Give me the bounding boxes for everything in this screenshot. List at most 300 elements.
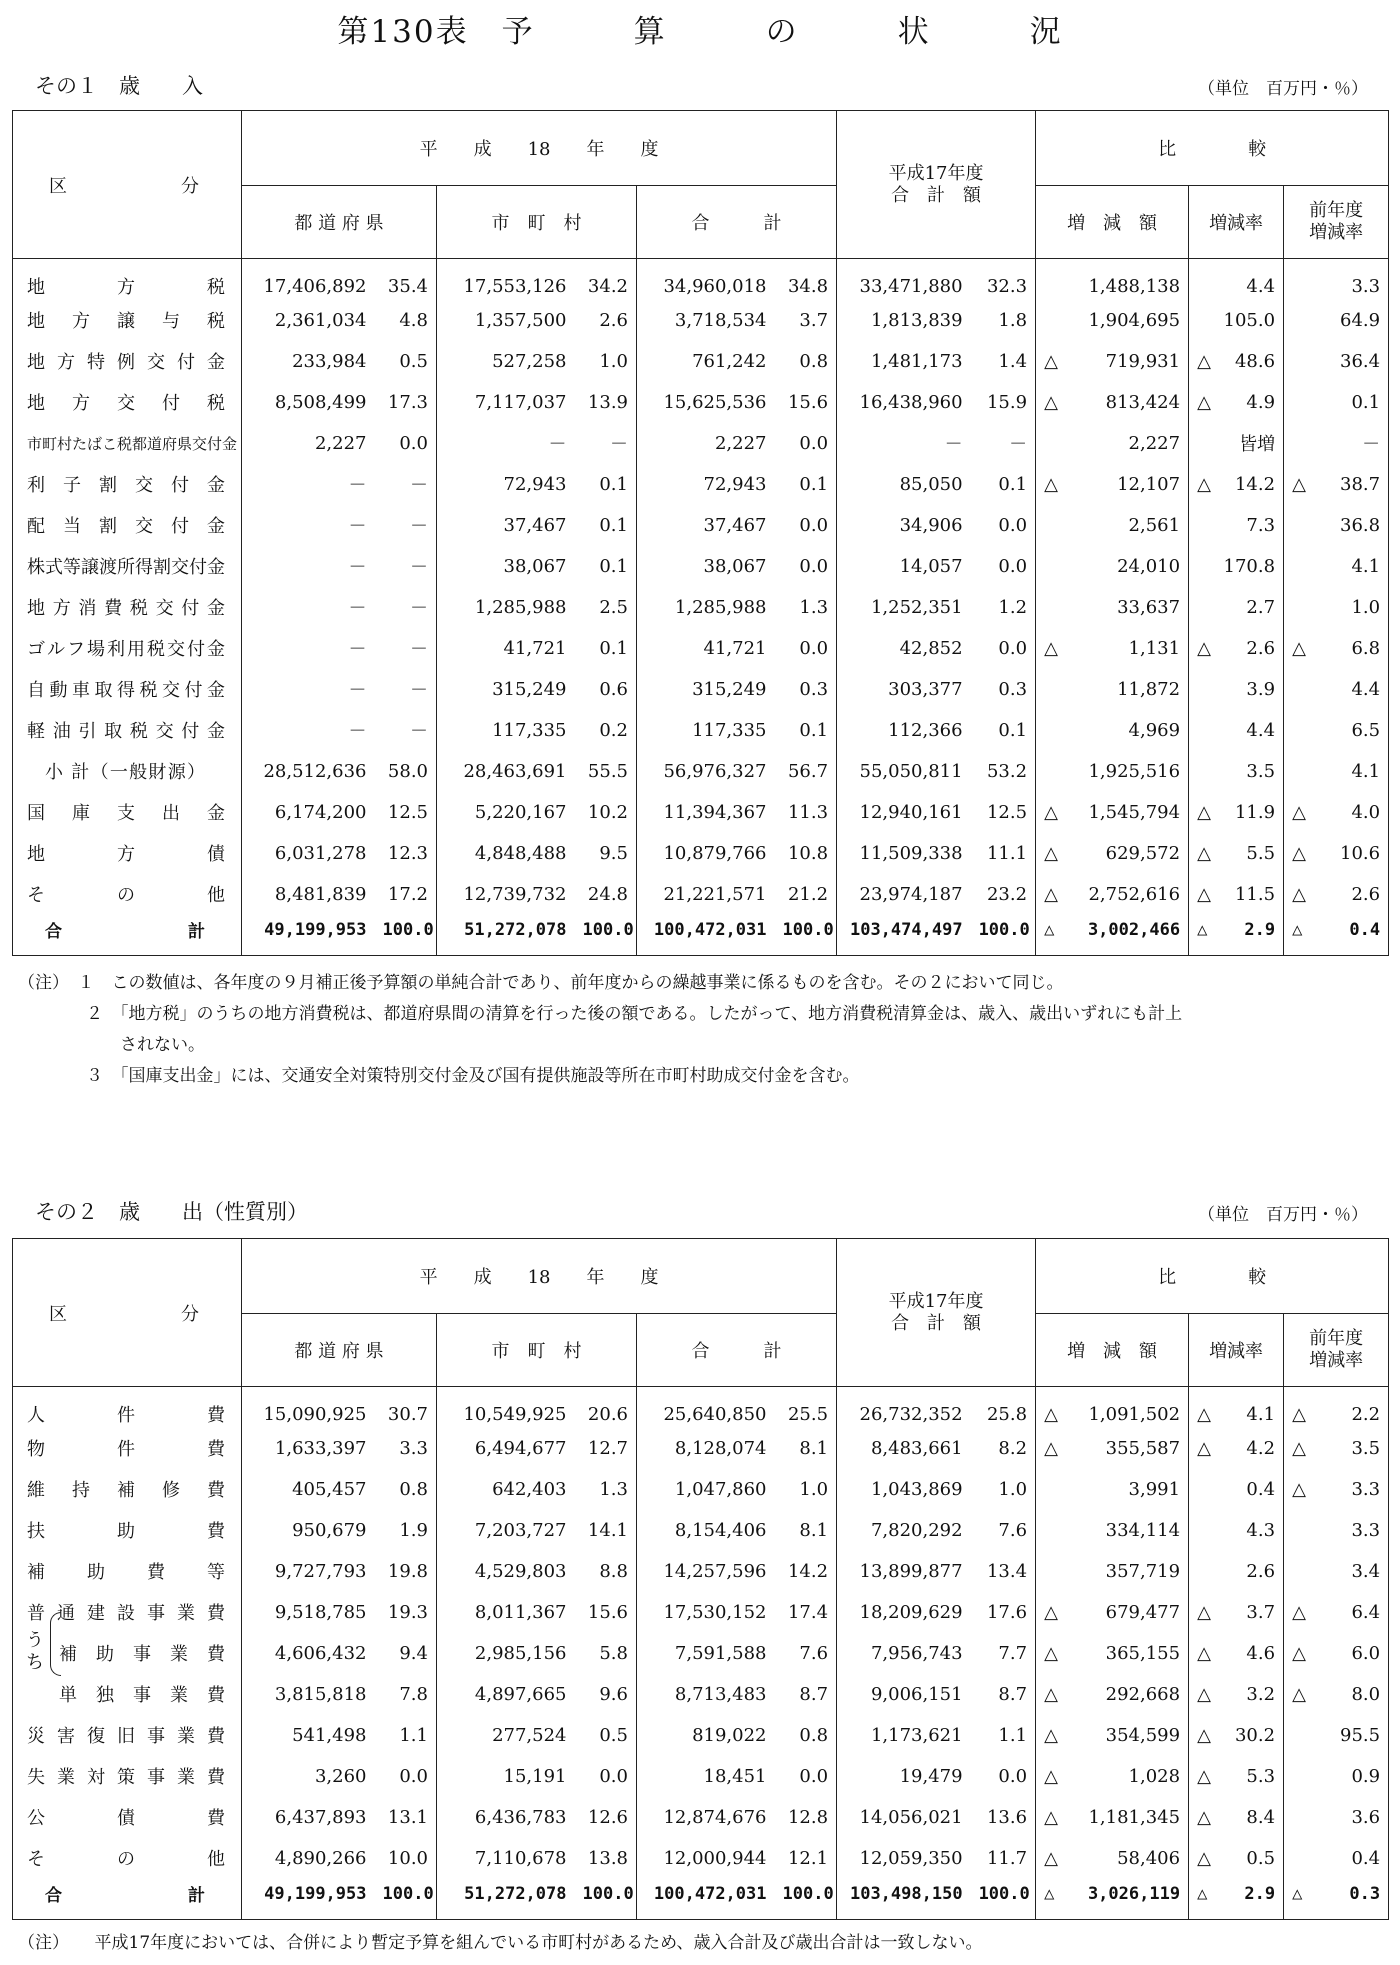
prev-rate-value: 4.1 bbox=[1351, 760, 1381, 782]
cell-ratio: 14.2 bbox=[775, 1551, 837, 1592]
cell-diff bbox=[1036, 1592, 1189, 1633]
diff-value: 4,969 bbox=[1128, 719, 1181, 741]
rate-value: 11.9 bbox=[1234, 801, 1276, 823]
cell-ratio: 34.8 bbox=[775, 259, 837, 300]
cell-rate bbox=[1189, 1551, 1284, 1592]
negative-mark: △ bbox=[1044, 637, 1058, 659]
cell-ratio: 12.3 bbox=[375, 833, 437, 874]
cell-diff bbox=[1036, 341, 1189, 382]
prev-rate-value: 0.3 bbox=[1349, 1883, 1381, 1904]
row-label: 地 方 交 付 税 bbox=[13, 382, 242, 423]
row-label: 地 方 譲 与 税 bbox=[13, 300, 242, 341]
cell-amount: 4,529,803 bbox=[474, 1560, 567, 1582]
cell-ratio: 1.2 bbox=[971, 587, 1036, 628]
cell-ratio: 7.7 bbox=[971, 1633, 1036, 1674]
cell-amount: 19,479 bbox=[899, 1765, 963, 1787]
cell-ratio: 19.8 bbox=[375, 1551, 437, 1592]
diff-value: 11,872 bbox=[1117, 678, 1181, 700]
cell-amount: 18,451 bbox=[703, 1765, 767, 1787]
rate-value: 14.2 bbox=[1234, 473, 1276, 495]
diff-value: 355,587 bbox=[1105, 1437, 1181, 1459]
cell-amount: 2,985,156 bbox=[474, 1642, 567, 1664]
unit-label-revenue: （単位 百万円・％） bbox=[1198, 79, 1368, 99]
cell-ratio: 0.1 bbox=[971, 710, 1036, 751]
cell-diff bbox=[1036, 1428, 1189, 1469]
prev-rate-value: 6.5 bbox=[1351, 719, 1381, 741]
negative-mark: △ bbox=[1197, 919, 1208, 940]
prev-rate-value: 0.9 bbox=[1351, 1765, 1381, 1787]
rate-value: 4.1 bbox=[1246, 1403, 1276, 1425]
negative-mark: △ bbox=[1044, 473, 1058, 495]
cell-diff bbox=[1036, 751, 1189, 792]
cell-ratio: 11.7 bbox=[971, 1838, 1036, 1879]
table-row bbox=[13, 874, 1389, 915]
cell-ratio: 1.0 bbox=[775, 1469, 837, 1510]
table-row bbox=[13, 1428, 1389, 1469]
negative-mark: △ bbox=[1292, 1883, 1303, 1904]
cell-amount: 34,960,018 bbox=[663, 275, 767, 297]
cell-ratio: 5.8 bbox=[575, 1633, 637, 1674]
cell-ratio: 55.5 bbox=[575, 751, 637, 792]
header-shichoson: 市 町 村 bbox=[437, 186, 637, 259]
expenditure-notes bbox=[18, 1928, 982, 1959]
negative-mark: △ bbox=[1197, 1437, 1211, 1459]
cell-amount: 1,357,500 bbox=[474, 309, 567, 331]
cell-amount: 11,394,367 bbox=[663, 801, 767, 823]
cell-amount: 49,199,953 bbox=[242, 1879, 375, 1920]
negative-mark: △ bbox=[1292, 1478, 1306, 1500]
cell-amount: 10,879,766 bbox=[663, 842, 767, 864]
cell-amount: 527,258 bbox=[492, 350, 567, 372]
rate-value: 4.2 bbox=[1246, 1437, 1276, 1459]
table-row bbox=[13, 1592, 1389, 1633]
table-row bbox=[13, 1715, 1389, 1756]
cell-ratio: 1.1 bbox=[375, 1715, 437, 1756]
cell-ratio: 10.2 bbox=[575, 792, 637, 833]
cell-prev-rate bbox=[1284, 546, 1389, 587]
cell-ratio: 15.6 bbox=[575, 1592, 637, 1633]
cell-rate bbox=[1189, 505, 1284, 546]
cell-amount: 819,022 bbox=[692, 1724, 767, 1746]
cell-amount: 41,721 bbox=[503, 637, 567, 659]
negative-mark: △ bbox=[1044, 1403, 1058, 1425]
cell-amount: 303,377 bbox=[888, 678, 963, 700]
negative-mark: △ bbox=[1044, 919, 1055, 940]
negative-mark: △ bbox=[1197, 1883, 1208, 1904]
diff-value: 679,477 bbox=[1105, 1601, 1181, 1623]
cell-amount: － bbox=[944, 434, 963, 455]
cell-prev-rate bbox=[1284, 259, 1389, 300]
cell-rate bbox=[1189, 792, 1284, 833]
diff-value: 3,026,119 bbox=[1087, 1883, 1181, 1904]
cell-amount: 315,249 bbox=[692, 678, 767, 700]
cell-ratio: 14.1 bbox=[575, 1510, 637, 1551]
table-row bbox=[13, 1879, 1389, 1920]
negative-mark: △ bbox=[1292, 1403, 1306, 1425]
diff-value: 2,561 bbox=[1128, 514, 1181, 536]
cell-rate bbox=[1189, 628, 1284, 669]
cell-ratio: 0.0 bbox=[775, 1756, 837, 1797]
cell-amount: 4,606,432 bbox=[274, 1642, 367, 1664]
cell-rate bbox=[1189, 1879, 1284, 1920]
cell-ratio: 0.3 bbox=[775, 669, 837, 710]
negative-mark: △ bbox=[1044, 1883, 1055, 1904]
cell-amount: 25,640,850 bbox=[663, 1403, 767, 1425]
diff-value: 1,091,502 bbox=[1088, 1403, 1181, 1425]
prev-rate-value: 64.9 bbox=[1340, 309, 1381, 331]
negative-mark: △ bbox=[1292, 473, 1306, 495]
negative-mark: △ bbox=[1197, 637, 1211, 659]
rate-value: 5.5 bbox=[1246, 842, 1276, 864]
header-h17: 平成17年度 合 計 額 bbox=[837, 1239, 1036, 1387]
cell-prev-rate bbox=[1284, 1592, 1389, 1633]
table-row bbox=[13, 259, 1389, 300]
rate-value: 48.6 bbox=[1234, 350, 1276, 372]
cell-ratio: 11.3 bbox=[775, 792, 837, 833]
cell-amount: － bbox=[348, 721, 367, 742]
note-line: ２ 「地方税」のうちの地方消費税は、都道府県間の清算を行った後の額である。したがって、地方消費税清算金は、歳入、歳出いずれにも計上 bbox=[18, 1004, 1183, 1024]
negative-mark: △ bbox=[1292, 1437, 1306, 1459]
cell-ratio: 17.2 bbox=[375, 874, 437, 915]
cell-amount: － bbox=[348, 639, 367, 660]
revenue-table bbox=[12, 110, 1389, 956]
cell-ratio: 100.0 bbox=[575, 1879, 637, 1920]
cell-amount: 13,899,877 bbox=[859, 1560, 963, 1582]
negative-mark: △ bbox=[1292, 1642, 1306, 1664]
cell-amount: 1,043,869 bbox=[870, 1478, 963, 1500]
cell-ratio: 53.2 bbox=[971, 751, 1036, 792]
cell-ratio: 0.1 bbox=[575, 464, 637, 505]
diff-value: 2,752,616 bbox=[1088, 883, 1181, 905]
rate-value: 4.3 bbox=[1246, 1519, 1276, 1541]
cell-rate bbox=[1189, 341, 1284, 382]
cell-prev-rate bbox=[1284, 1469, 1389, 1510]
header-zennendo: 前年度 増減率 bbox=[1284, 1314, 1389, 1387]
row-label: 維 持 補 修 費 bbox=[13, 1469, 242, 1510]
negative-mark: △ bbox=[1197, 350, 1211, 372]
cell-amount: 7,110,678 bbox=[474, 1847, 567, 1869]
cell-ratio: 0.1 bbox=[575, 505, 637, 546]
cell-amount: 17,530,152 bbox=[663, 1601, 767, 1623]
cell-amount: 103,498,150 bbox=[837, 1879, 971, 1920]
row-label: 軽油引取税交付金 bbox=[13, 710, 242, 751]
revenue-notes bbox=[18, 968, 1182, 1092]
cell-ratio: 0.1 bbox=[971, 464, 1036, 505]
cell-amount: 761,242 bbox=[692, 350, 767, 372]
prev-rate-value: － bbox=[1362, 434, 1381, 455]
cell-prev-rate bbox=[1284, 1510, 1389, 1551]
cell-amount: 405,457 bbox=[292, 1478, 367, 1500]
rate-value: 30.2 bbox=[1234, 1724, 1276, 1746]
negative-mark: △ bbox=[1292, 883, 1306, 905]
table-row bbox=[13, 833, 1389, 874]
cell-ratio: 100.0 bbox=[775, 915, 837, 956]
expenditure-table bbox=[12, 1238, 1389, 1920]
cell-rate bbox=[1189, 259, 1284, 300]
cell-rate bbox=[1189, 1838, 1284, 1879]
cell-rate bbox=[1189, 382, 1284, 423]
row-label: 合 計 bbox=[13, 915, 242, 956]
table-row bbox=[13, 1387, 1389, 1428]
prev-rate-value: 36.8 bbox=[1340, 514, 1381, 536]
header-gokei: 合 計 bbox=[637, 186, 837, 259]
cell-prev-rate bbox=[1284, 874, 1389, 915]
diff-value: 813,424 bbox=[1105, 391, 1181, 413]
negative-mark: △ bbox=[1197, 391, 1211, 413]
diff-value: 24,010 bbox=[1117, 555, 1181, 577]
cell-ratio: 12.6 bbox=[575, 1797, 637, 1838]
negative-mark: △ bbox=[1197, 1683, 1211, 1705]
cell-amount: 38,067 bbox=[503, 555, 567, 577]
cell-amount: 55,050,811 bbox=[859, 760, 963, 782]
cell-amount: 2,227 bbox=[314, 432, 367, 454]
negative-mark: △ bbox=[1197, 1765, 1211, 1787]
negative-mark: △ bbox=[1197, 1601, 1211, 1623]
section-heading-expenditure: その２ 歳 出（性質別） bbox=[35, 1200, 308, 1224]
cell-diff bbox=[1036, 300, 1189, 341]
cell-rate bbox=[1189, 751, 1284, 792]
cell-amount: 15,191 bbox=[503, 1765, 567, 1787]
cell-prev-rate bbox=[1284, 1428, 1389, 1469]
cell-ratio: 8.1 bbox=[775, 1510, 837, 1551]
negative-mark: △ bbox=[1044, 350, 1058, 372]
cell-ratio: 34.2 bbox=[575, 259, 637, 300]
cell-ratio: 0.5 bbox=[375, 341, 437, 382]
negative-mark: △ bbox=[1197, 1403, 1211, 1425]
cell-amount: 12,940,161 bbox=[859, 801, 963, 823]
cell-ratio: － bbox=[971, 423, 1036, 464]
cell-rate bbox=[1189, 546, 1284, 587]
cell-rate bbox=[1189, 1756, 1284, 1797]
diff-value: 3,991 bbox=[1128, 1478, 1181, 1500]
cell-amount: 8,154,406 bbox=[674, 1519, 767, 1541]
diff-value: 629,572 bbox=[1105, 842, 1181, 864]
cell-amount: 17,553,126 bbox=[463, 275, 567, 297]
cell-amount: 2,361,034 bbox=[274, 309, 367, 331]
cell-diff bbox=[1036, 915, 1189, 956]
cell-prev-rate bbox=[1284, 1551, 1389, 1592]
cell-prev-rate bbox=[1284, 1674, 1389, 1715]
rate-value: 105.0 bbox=[1223, 309, 1276, 331]
negative-mark: △ bbox=[1292, 637, 1306, 659]
cell-diff bbox=[1036, 833, 1189, 874]
table-row bbox=[13, 341, 1389, 382]
cell-amount: 12,739,732 bbox=[463, 883, 567, 905]
cell-amount: 541,498 bbox=[292, 1724, 367, 1746]
cell-ratio: 9.4 bbox=[375, 1633, 437, 1674]
cell-ratio: 0.2 bbox=[575, 710, 637, 751]
header-shichoson: 市 町 村 bbox=[437, 1314, 637, 1387]
table-row bbox=[13, 1633, 1389, 1674]
cell-rate bbox=[1189, 833, 1284, 874]
cell-amount: 11,509,338 bbox=[859, 842, 963, 864]
cell-ratio: 13.8 bbox=[575, 1838, 637, 1879]
row-label: 普通建設事業費 bbox=[13, 1592, 242, 1633]
cell-amount: 4,848,488 bbox=[474, 842, 567, 864]
cell-ratio: 0.0 bbox=[971, 628, 1036, 669]
cell-ratio: 20.6 bbox=[575, 1387, 637, 1428]
cell-diff bbox=[1036, 1756, 1189, 1797]
cell-amount: － bbox=[348, 680, 367, 701]
diff-value: 334,114 bbox=[1105, 1519, 1181, 1541]
cell-rate bbox=[1189, 464, 1284, 505]
header-zennendo: 前年度 増減率 bbox=[1284, 186, 1389, 259]
cell-rate bbox=[1189, 1633, 1284, 1674]
header-h18: 平 成 18 年 度 bbox=[242, 111, 837, 186]
cell-amount: 1,285,988 bbox=[674, 596, 767, 618]
cell-amount: 950,679 bbox=[292, 1519, 367, 1541]
row-label: ゴルフ場利用税交付金 bbox=[13, 628, 242, 669]
cell-ratio: 3.3 bbox=[375, 1428, 437, 1469]
cell-amount: 7,203,727 bbox=[474, 1519, 567, 1541]
negative-mark: △ bbox=[1044, 1642, 1058, 1664]
negative-mark: △ bbox=[1197, 883, 1211, 905]
cell-diff bbox=[1036, 546, 1189, 587]
prev-rate-value: 6.0 bbox=[1351, 1642, 1381, 1664]
cell-amount: 1,285,988 bbox=[474, 596, 567, 618]
rate-value: 4.9 bbox=[1246, 391, 1276, 413]
cell-amount: 315,249 bbox=[492, 678, 567, 700]
cell-ratio: 0.0 bbox=[775, 546, 837, 587]
cell-ratio: 2.5 bbox=[575, 587, 637, 628]
cell-prev-rate bbox=[1284, 751, 1389, 792]
cell-ratio: 8.8 bbox=[575, 1551, 637, 1592]
prev-rate-value: 2.6 bbox=[1351, 883, 1381, 905]
cell-amount: 9,518,785 bbox=[274, 1601, 367, 1623]
negative-mark: △ bbox=[1292, 1683, 1306, 1705]
cell-diff bbox=[1036, 792, 1189, 833]
cell-diff bbox=[1036, 1633, 1189, 1674]
row-label: 小 計（一般財源） bbox=[13, 751, 242, 792]
note-line: ３ 「国庫支出金」には、交通安全対策特別交付金及び国有提供施設等所在市町村助成交付金を含む。 bbox=[18, 1066, 860, 1086]
cell-ratio: 0.0 bbox=[375, 1756, 437, 1797]
rate-value: 3.5 bbox=[1246, 760, 1276, 782]
negative-mark: △ bbox=[1292, 801, 1306, 823]
cell-ratio: － bbox=[375, 505, 437, 546]
cell-ratio: 0.6 bbox=[575, 669, 637, 710]
cell-ratio: 11.1 bbox=[971, 833, 1036, 874]
prev-rate-value: 4.1 bbox=[1351, 555, 1381, 577]
prev-rate-value: 0.4 bbox=[1349, 919, 1381, 940]
table-row bbox=[13, 464, 1389, 505]
rate-value: 2.6 bbox=[1246, 637, 1276, 659]
cell-ratio: 8.1 bbox=[775, 1428, 837, 1469]
row-label: 地 方 税 bbox=[13, 259, 242, 300]
row-label: 自動車取得税交付金 bbox=[13, 669, 242, 710]
table-row bbox=[13, 546, 1389, 587]
cell-amount: 642,403 bbox=[492, 1478, 567, 1500]
cell-amount: 12,874,676 bbox=[663, 1806, 767, 1828]
header-zogen: 増 減 額 bbox=[1036, 1314, 1189, 1387]
cell-prev-rate bbox=[1284, 464, 1389, 505]
cell-amount: 8,713,483 bbox=[674, 1683, 767, 1705]
negative-mark: △ bbox=[1197, 842, 1211, 864]
prev-rate-value: 3.6 bbox=[1351, 1806, 1381, 1828]
diff-value: 33,637 bbox=[1117, 596, 1181, 618]
cell-amount: 23,974,187 bbox=[859, 883, 963, 905]
cell-ratio: 12.1 bbox=[775, 1838, 837, 1879]
cell-amount: 85,050 bbox=[899, 473, 963, 495]
cell-diff bbox=[1036, 505, 1189, 546]
table-row bbox=[13, 1674, 1389, 1715]
cell-ratio: 12.5 bbox=[375, 792, 437, 833]
cell-amount: 117,335 bbox=[492, 719, 567, 741]
cell-ratio: 30.7 bbox=[375, 1387, 437, 1428]
cell-diff bbox=[1036, 1387, 1189, 1428]
cell-rate bbox=[1189, 300, 1284, 341]
cell-ratio: 7.6 bbox=[971, 1510, 1036, 1551]
cell-ratio: 0.1 bbox=[575, 628, 637, 669]
cell-ratio: 17.3 bbox=[375, 382, 437, 423]
prev-rate-value: 3.4 bbox=[1351, 1560, 1381, 1582]
diff-value: 1,181,345 bbox=[1088, 1806, 1181, 1828]
row-label: 失業対策事業費 bbox=[13, 1756, 242, 1797]
cell-rate bbox=[1189, 423, 1284, 464]
cell-amount: 6,436,783 bbox=[474, 1806, 567, 1828]
cell-amount: 112,366 bbox=[888, 719, 963, 741]
cell-rate bbox=[1189, 1674, 1284, 1715]
cell-ratio: 1.0 bbox=[575, 341, 637, 382]
cell-amount: 17,406,892 bbox=[263, 275, 367, 297]
cell-diff bbox=[1036, 382, 1189, 423]
cell-amount: 15,090,925 bbox=[263, 1403, 367, 1425]
header-gokei: 合 計 bbox=[637, 1314, 837, 1387]
cell-ratio: 21.2 bbox=[775, 874, 837, 915]
cell-amount: 51,272,078 bbox=[437, 1879, 575, 1920]
table-row bbox=[13, 1838, 1389, 1879]
cell-ratio: 0.1 bbox=[575, 546, 637, 587]
rate-value: 2.9 bbox=[1244, 1883, 1276, 1904]
rate-value: 4.4 bbox=[1246, 719, 1276, 741]
cell-ratio: 12.8 bbox=[775, 1797, 837, 1838]
cell-amount: 100,472,031 bbox=[637, 915, 775, 956]
row-label: 災害復旧事業費 bbox=[13, 1715, 242, 1756]
cell-ratio: 0.8 bbox=[775, 1715, 837, 1756]
cell-amount: 34,906 bbox=[899, 514, 963, 536]
rate-value: 0.4 bbox=[1246, 1478, 1276, 1500]
cell-diff bbox=[1036, 1469, 1189, 1510]
cell-prev-rate bbox=[1284, 300, 1389, 341]
cell-ratio: 100.0 bbox=[375, 1879, 437, 1920]
cell-diff bbox=[1036, 259, 1189, 300]
table-row bbox=[13, 1510, 1389, 1551]
cell-ratio: 2.6 bbox=[575, 300, 637, 341]
header-h17: 平成17年度 合 計 額 bbox=[837, 111, 1036, 259]
cell-amount: 14,056,021 bbox=[859, 1806, 963, 1828]
cell-ratio: － bbox=[375, 710, 437, 751]
cell-amount: 6,174,200 bbox=[274, 801, 367, 823]
cell-diff bbox=[1036, 1838, 1189, 1879]
row-label: 補 助 費 等 bbox=[13, 1551, 242, 1592]
cell-rate bbox=[1189, 915, 1284, 956]
cell-amount: 72,943 bbox=[703, 473, 767, 495]
cell-ratio: 0.0 bbox=[971, 1756, 1036, 1797]
cell-ratio: 35.4 bbox=[375, 259, 437, 300]
cell-amount: 7,117,037 bbox=[474, 391, 567, 413]
prev-rate-value: 3.3 bbox=[1351, 1519, 1381, 1541]
diff-value: 1,028 bbox=[1128, 1765, 1181, 1787]
section-heading-revenue: その１ 歳 入 bbox=[35, 74, 203, 98]
cell-amount: 28,463,691 bbox=[463, 760, 567, 782]
cell-diff bbox=[1036, 669, 1189, 710]
negative-mark: △ bbox=[1044, 1724, 1058, 1746]
cell-ratio: 25.5 bbox=[775, 1387, 837, 1428]
table-row bbox=[13, 423, 1389, 464]
rate-value: 4.4 bbox=[1246, 275, 1276, 297]
table-row bbox=[13, 1756, 1389, 1797]
rate-value: 4.6 bbox=[1246, 1642, 1276, 1664]
row-label: 公 債 費 bbox=[13, 1797, 242, 1838]
